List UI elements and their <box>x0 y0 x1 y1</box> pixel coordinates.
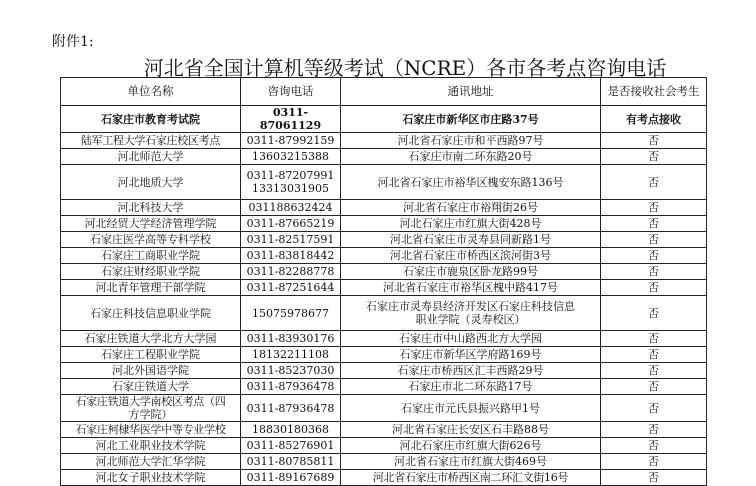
cell-address: 河北省石家庄市桥西区滨河街3号 <box>341 248 601 264</box>
cell-accept: 否 <box>601 347 707 363</box>
cell-accept: 否 <box>601 165 707 200</box>
cell-phone: 15075978677 <box>241 296 341 331</box>
cell-accept: 否 <box>601 200 707 216</box>
cell-phone: 0311-87061129 <box>241 106 341 133</box>
cell-phone: 0311-83930176 <box>241 331 341 347</box>
table-row <box>61 106 707 133</box>
cell-phone: 0311-80785811 <box>241 454 341 470</box>
cell-phone: 0311-87665219 <box>241 216 341 232</box>
cell-address: 河北省石家庄市裕翔街26号 <box>341 200 601 216</box>
cell-address: 石家庄市鹿泉区卧龙路99号 <box>341 264 601 280</box>
table-row <box>61 347 707 363</box>
cell-unit: 石家庄柯棣华医学中等专业学校 <box>61 422 241 438</box>
cell-address: 河北省石家庄长安区石丰路88号 <box>341 422 601 438</box>
table-row <box>61 331 707 347</box>
cell-unit: 石家庄工程职业学院 <box>61 347 241 363</box>
cell-unit: 石家庄铁道大学 <box>61 379 241 395</box>
cell-unit: 河北青年管理干部学院 <box>61 280 241 296</box>
cell-accept: 否 <box>601 363 707 379</box>
cell-accept: 否 <box>601 438 707 454</box>
cell-unit <box>61 395 241 422</box>
table-row <box>61 280 707 296</box>
cell-accept: 否 <box>601 149 707 165</box>
table-row <box>61 149 707 165</box>
cell-unit: 河北女子职业技术学院 <box>61 470 241 486</box>
cell-unit: 河北师范大学 <box>61 149 241 165</box>
table-row <box>61 232 707 248</box>
cell-address: 河北省石家庄市灵寿县同新路1号 <box>341 232 601 248</box>
cell-phone: 0311-87992159 <box>241 133 341 149</box>
table-row <box>61 200 707 216</box>
cell-accept: 否 <box>601 216 707 232</box>
cell-address: 石家庄市新华区市庄路37号 <box>341 106 601 133</box>
page-title: 河北省全国计算机等级考试（NCRE）各市各考点咨询电话 <box>143 56 667 80</box>
cell-phone: 0311-85237030 <box>241 363 341 379</box>
cell-address: 河北省石家庄市桥西区南二环汇文街16号 <box>341 470 601 486</box>
cell-unit: 河北经贸大学经济管理学院 <box>61 216 241 232</box>
cell-accept: 否 <box>601 395 707 422</box>
cell-phone: 0311-87936478 <box>241 395 341 422</box>
cell-accept: 否 <box>601 422 707 438</box>
table-row <box>61 133 707 149</box>
cell-unit: 河北科技大学 <box>61 200 241 216</box>
cell-unit: 河北地质大学 <box>61 165 241 200</box>
cell-phone: 031188632424 <box>241 200 341 216</box>
cell-accept: 否 <box>601 232 707 248</box>
table-row <box>61 363 707 379</box>
cell-unit: 石家庄医学高等专科学校 <box>61 232 241 248</box>
cell-accept: 否 <box>601 280 707 296</box>
cell-unit: 石家庄科技信息职业学院 <box>61 296 241 331</box>
cell-phone: 0311-87251644 <box>241 280 341 296</box>
table-row <box>61 422 707 438</box>
cell-unit: 石家庄财经职业学院 <box>61 264 241 280</box>
cell-unit: 石家庄铁道大学北方大学园 <box>61 331 241 347</box>
cell-accept: 否 <box>601 331 707 347</box>
header-phone: 咨询电话 <box>241 78 341 106</box>
cell-phone: 18830180368 <box>241 422 341 438</box>
cell-address: 河北石家庄市红旗大街428号 <box>341 216 601 232</box>
cell-address-line1: 石家庄市灵寿县经济开发区石家庄科技信息 <box>366 300 575 313</box>
contact-table <box>60 77 707 486</box>
cell-address: 石家庄市南二环东路20号 <box>341 149 601 165</box>
cell-phone <box>241 165 341 200</box>
cell-address: 河北省石家庄市裕华区槐中路417号 <box>341 280 601 296</box>
cell-phone: 0311-82288778 <box>241 264 341 280</box>
cell-unit: 石家庄市教育考试院 <box>61 106 241 133</box>
cell-address <box>341 296 601 331</box>
cell-accept: 否 <box>601 296 707 331</box>
cell-unit: 河北工业职业技术学院 <box>61 438 241 454</box>
cell-phone: 0311-89167689 <box>241 470 341 486</box>
cell-accept: 否 <box>601 264 707 280</box>
cell-accept: 有考点接收 <box>601 106 707 133</box>
cell-phone-line2: 13313031905 <box>252 182 329 195</box>
cell-unit: 石家庄工商职业学院 <box>61 248 241 264</box>
attachment-label: 附件1: <box>52 34 94 50</box>
table-row <box>61 438 707 454</box>
table-header-row <box>61 78 707 106</box>
cell-phone: 13603215388 <box>241 149 341 165</box>
cell-unit: 陆军工程大学石家庄校区考点 <box>61 133 241 149</box>
cell-address: 石家庄市桥西区汇丰西路29号 <box>341 363 601 379</box>
cell-unit-line2: 方学院） <box>128 408 173 421</box>
cell-address: 石家庄市中山路西北方大学园 <box>341 331 601 347</box>
cell-unit: 河北师范大学汇华学院 <box>61 454 241 470</box>
table-row <box>61 264 707 280</box>
cell-address: 石家庄市北二环东路17号 <box>341 379 601 395</box>
cell-address: 石家庄市新华区学府路169号 <box>341 347 601 363</box>
cell-unit: 河北外国语学院 <box>61 363 241 379</box>
cell-accept: 否 <box>601 470 707 486</box>
cell-accept: 否 <box>601 133 707 149</box>
table-row <box>61 248 707 264</box>
cell-unit-line1: 石家庄铁道大学南校区考点（四 <box>75 395 226 408</box>
table-row <box>61 454 707 470</box>
header-address: 通讯地址 <box>341 78 601 106</box>
cell-address: 石家庄市元氏县振兴路甲1号 <box>341 395 601 422</box>
cell-address: 河北石家庄市红旗大街626号 <box>341 438 601 454</box>
cell-address: 河北省石家庄市和平西路97号 <box>341 133 601 149</box>
cell-phone: 0311-82517591 <box>241 232 341 248</box>
cell-phone: 18132211108 <box>241 347 341 363</box>
table-row <box>61 395 707 422</box>
table-row <box>61 216 707 232</box>
cell-address-line2: 职业学院（灵寿校区） <box>415 313 526 326</box>
cell-phone: 0311-87936478 <box>241 379 341 395</box>
cell-address: 河北省石家庄市红旗大街469号 <box>341 454 601 470</box>
table-row <box>61 470 707 486</box>
cell-phone: 0311-85276901 <box>241 438 341 454</box>
table-row <box>61 296 707 331</box>
cell-accept: 否 <box>601 454 707 470</box>
cell-accept: 否 <box>601 248 707 264</box>
cell-accept: 否 <box>601 379 707 395</box>
table-row <box>61 379 707 395</box>
cell-address: 河北省石家庄市裕华区槐安东路136号 <box>341 165 601 200</box>
header-accept: 是否接收社会考生 <box>601 78 707 106</box>
cell-phone-line1: 0311-87207991 <box>246 169 335 182</box>
header-unit: 单位名称 <box>61 78 241 106</box>
cell-phone: 0311-83818442 <box>241 248 341 264</box>
table-row <box>61 165 707 200</box>
